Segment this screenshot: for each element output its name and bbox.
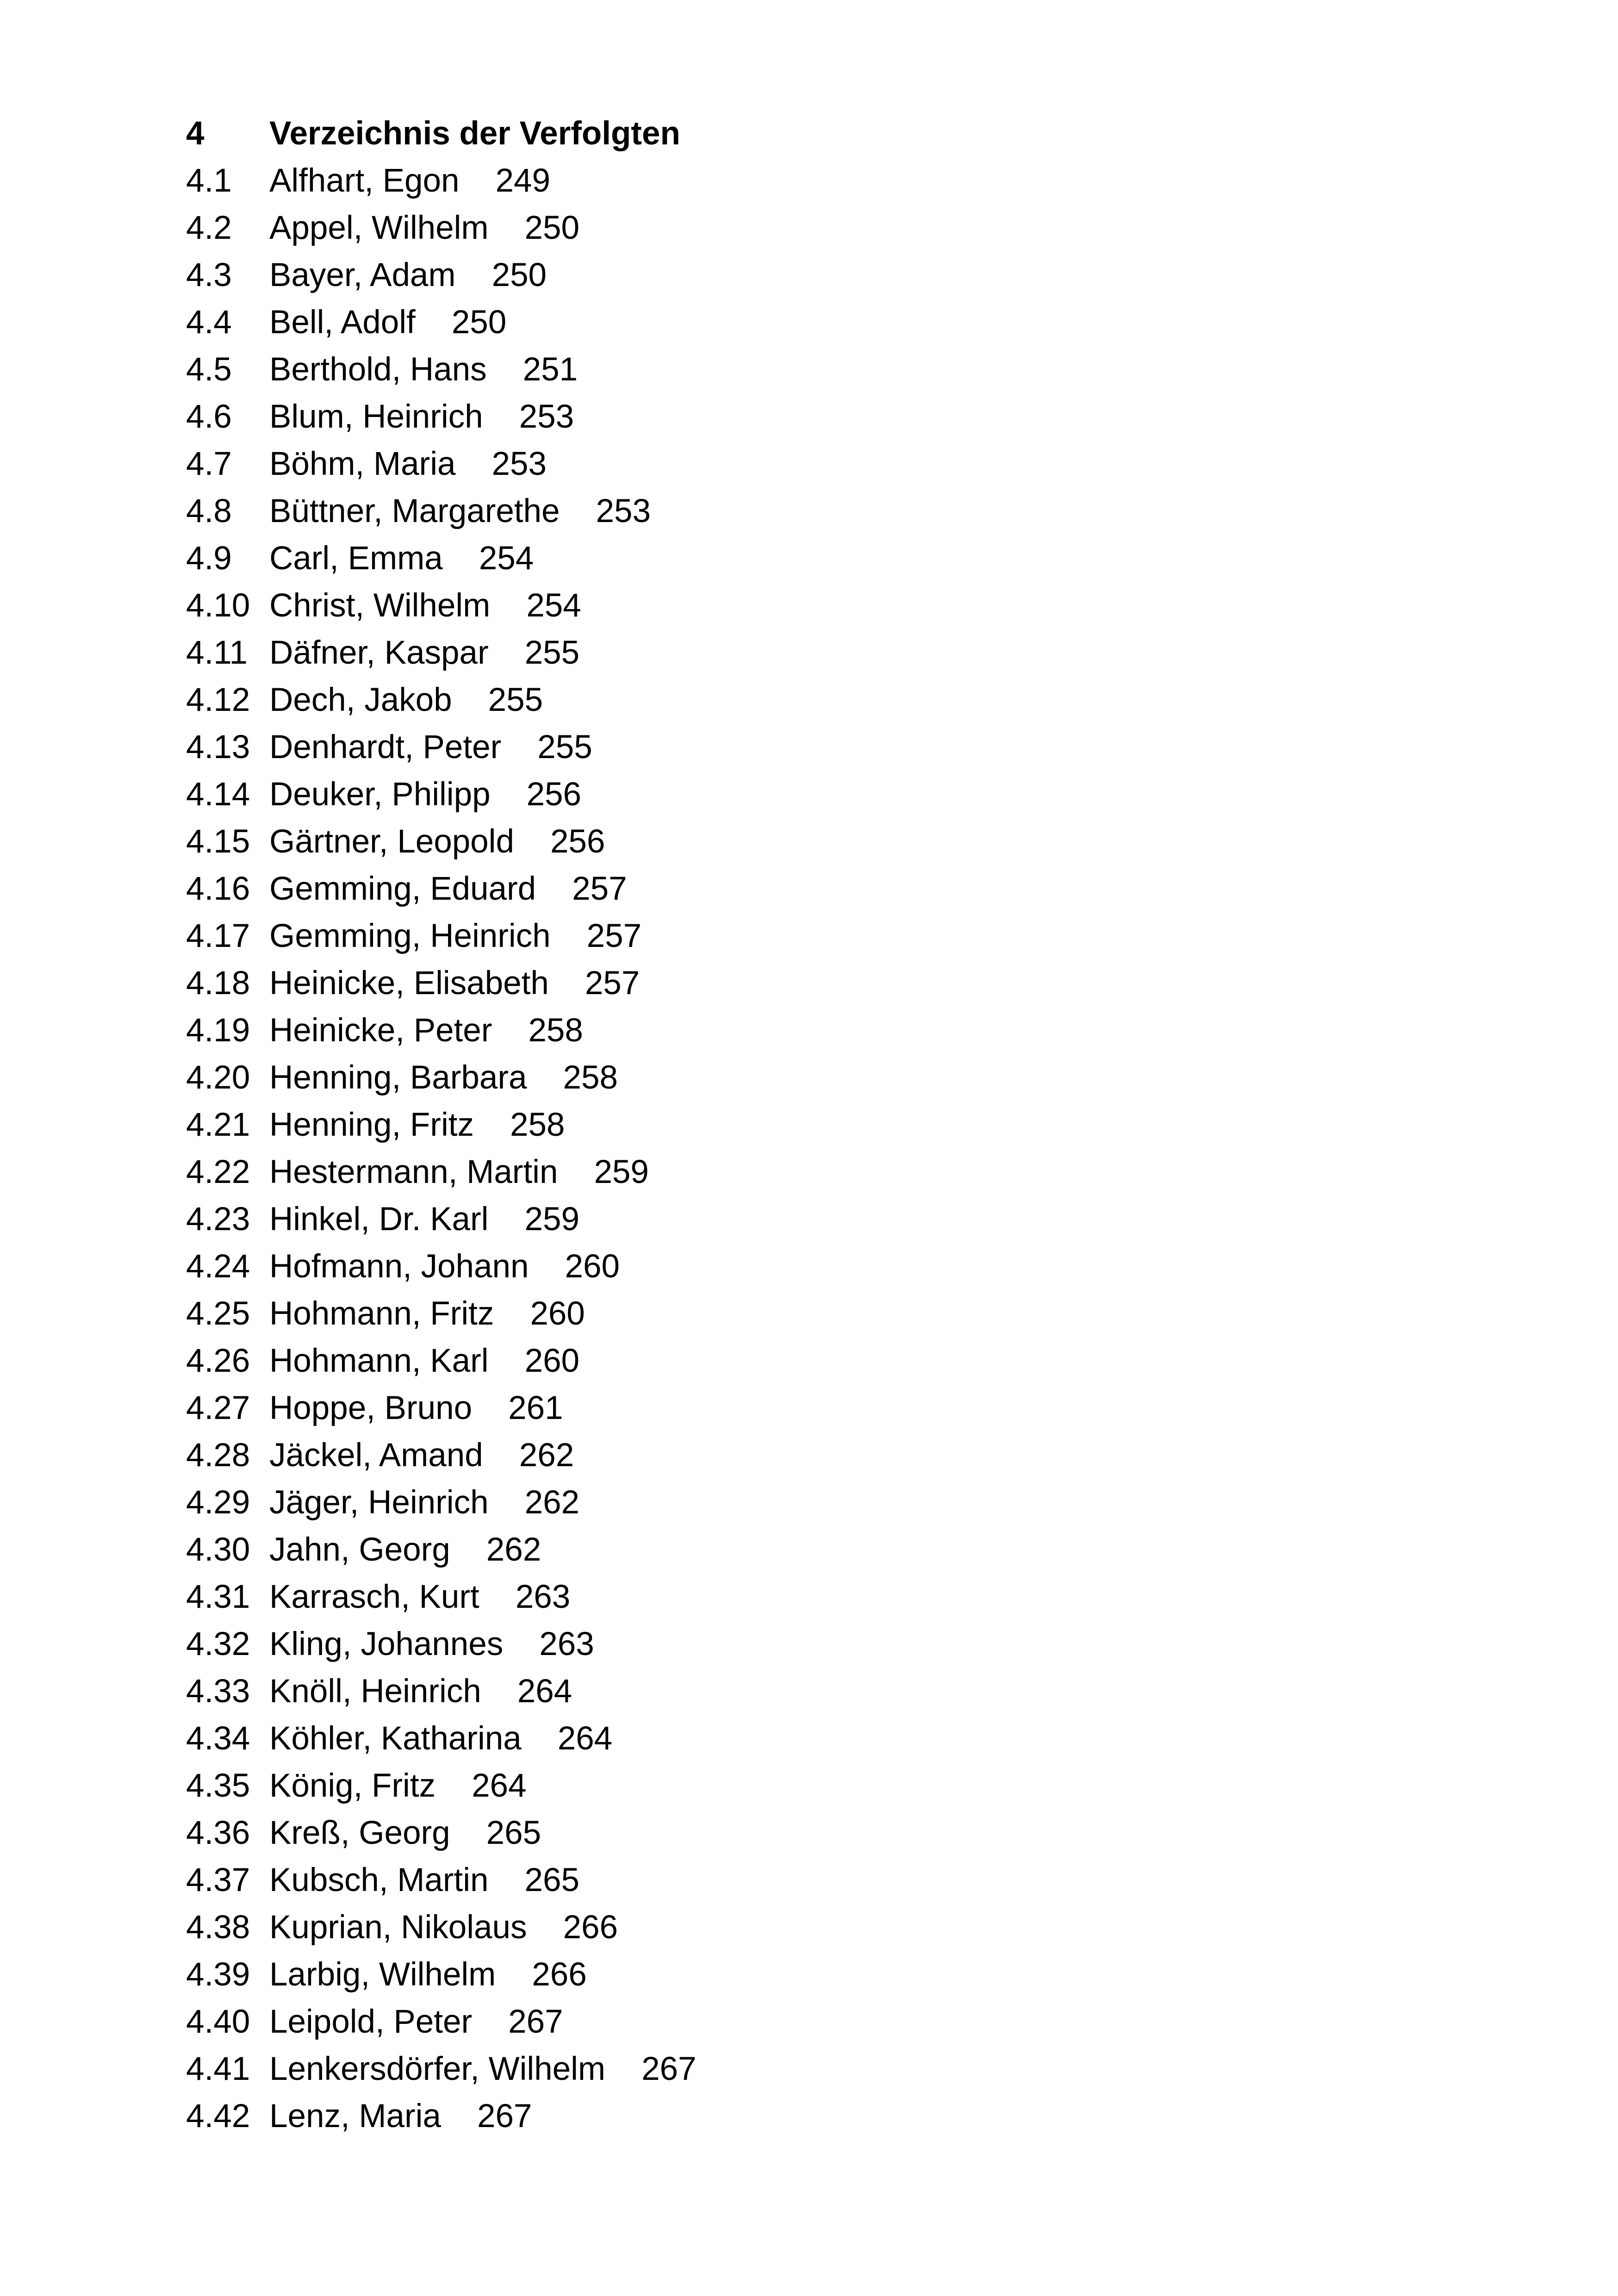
entry-number: 4.19 [186, 1012, 250, 1049]
toc-entry [186, 677, 1297, 724]
entry-name: Deuker, Philipp [269, 776, 491, 813]
toc-entry [186, 1101, 1297, 1149]
entry-page-number: 266 [532, 1956, 587, 1993]
entry-list [186, 157, 1297, 2140]
entry-page-number: 264 [517, 1673, 573, 1710]
entry-page-number: 260 [524, 1343, 580, 1379]
entry-page-number: 264 [472, 1767, 527, 1804]
toc-entry [186, 299, 1297, 346]
entry-number: 4.33 [186, 1673, 250, 1710]
entry-name: Hinkel, Dr. Karl [269, 1201, 489, 1238]
entry-number: 4.34 [186, 1720, 250, 1757]
entry-name: Bayer, Adam [269, 257, 456, 293]
entry-number: 4.22 [186, 1154, 250, 1190]
entry-page-number: 266 [563, 1909, 618, 1946]
section-heading [186, 110, 1297, 157]
entry-page-number: 258 [510, 1107, 565, 1143]
toc-entry [186, 1904, 1297, 1951]
entry-page-number: 257 [585, 965, 640, 1002]
entry-page-number: 249 [495, 162, 550, 199]
toc-entry [186, 724, 1297, 771]
entry-page-number: 258 [563, 1059, 618, 1096]
entry-page-number: 250 [524, 210, 579, 246]
table-of-contents [186, 110, 1297, 2140]
toc-entry [186, 1007, 1297, 1054]
entry-name: Hoppe, Bruno [269, 1390, 473, 1426]
entry-page-number: 254 [526, 587, 581, 624]
toc-entry [186, 1432, 1297, 1479]
entry-number: 4.35 [186, 1767, 250, 1804]
entry-number: 4.17 [186, 918, 250, 954]
entry-number: 4.25 [186, 1295, 250, 1332]
entry-number: 4.40 [186, 2004, 250, 2040]
entry-name: Büttner, Margarethe [269, 493, 560, 529]
entry-number: 4.10 [186, 587, 250, 624]
toc-entry [186, 488, 1297, 535]
toc-entry [186, 1338, 1297, 1385]
entry-number: 4.26 [186, 1343, 250, 1379]
entry-number: 4.27 [186, 1390, 250, 1426]
entry-number: 4.29 [186, 1484, 250, 1521]
toc-entry [186, 1951, 1297, 1998]
entry-name: Larbig, Wilhelm [269, 1956, 496, 1993]
toc-entry [186, 1054, 1297, 1101]
entry-name: Böhm, Maria [269, 446, 456, 482]
entry-page-number: 253 [492, 446, 547, 482]
entry-number: 4.30 [186, 1531, 250, 1568]
entry-page-number: 250 [451, 304, 507, 341]
entry-name: Hofmann, Johann [269, 1248, 529, 1285]
entry-number: 4.20 [186, 1059, 250, 1096]
entry-number: 4.12 [186, 682, 250, 718]
entry-page-number: 267 [641, 2051, 697, 2087]
toc-entry [186, 157, 1297, 205]
entry-name: Christ, Wilhelm [269, 587, 491, 624]
entry-number: 4.31 [186, 1579, 250, 1615]
entry-name: Kubsch, Martin [269, 1862, 489, 1898]
entry-page-number: 251 [523, 351, 578, 388]
entry-name: Kling, Johannes [269, 1626, 504, 1662]
entry-page-number: 262 [519, 1437, 574, 1474]
entry-name: Jäger, Heinrich [269, 1484, 489, 1521]
toc-entry [186, 1621, 1297, 1668]
entry-number: 4.14 [186, 776, 250, 813]
entry-number: 4.37 [186, 1862, 250, 1898]
entry-name: Karrasch, Kurt [269, 1579, 479, 1615]
toc-entry [186, 2093, 1297, 2140]
entry-name: Lenkersdörfer, Wilhelm [269, 2051, 606, 2087]
entry-page-number: 262 [524, 1484, 580, 1521]
entry-page-number: 262 [486, 1531, 541, 1568]
toc-entry [186, 346, 1297, 393]
toc-entry [186, 1574, 1297, 1621]
entry-page-number: 256 [526, 776, 582, 813]
toc-entry [186, 1385, 1297, 1432]
entry-page-number: 258 [528, 1012, 583, 1049]
entry-name: Appel, Wilhelm [269, 210, 489, 246]
toc-entry [186, 1810, 1297, 1857]
entry-number: 4.24 [186, 1248, 250, 1285]
entry-number: 4.6 [186, 398, 232, 435]
entry-name: Hestermann, Martin [269, 1154, 558, 1190]
entry-page-number: 259 [524, 1201, 579, 1238]
toc-entry [186, 393, 1297, 441]
entry-page-number: 259 [594, 1154, 649, 1190]
entry-name: Dech, Jakob [269, 682, 452, 718]
entry-page-number: 254 [479, 540, 534, 577]
toc-entry [186, 1243, 1297, 1290]
entry-page-number: 265 [486, 1815, 541, 1851]
entry-number: 4.5 [186, 351, 232, 388]
entry-number: 4.3 [186, 257, 232, 293]
entry-page-number: 265 [524, 1862, 579, 1898]
entry-name: Henning, Barbara [269, 1059, 527, 1096]
entry-number: 4.41 [186, 2051, 250, 2087]
toc-entry [186, 582, 1297, 629]
entry-page-number: 263 [539, 1626, 594, 1662]
toc-entry [186, 913, 1297, 960]
entry-name: Henning, Fritz [269, 1107, 474, 1143]
entry-name: Jäckel, Amand [269, 1437, 483, 1474]
toc-entry [186, 1149, 1297, 1196]
entry-name: Blum, Heinrich [269, 398, 483, 435]
entry-page-number: 255 [537, 729, 592, 765]
toc-entry [186, 1526, 1297, 1574]
entry-name: König, Fritz [269, 1767, 436, 1804]
entry-page-number: 260 [565, 1248, 620, 1285]
entry-name: Köhler, Katharina [269, 1720, 522, 1757]
toc-entry [186, 205, 1297, 252]
entry-number: 4.4 [186, 304, 232, 341]
entry-number: 4.39 [186, 1956, 250, 1993]
entry-number: 4.23 [186, 1201, 250, 1238]
entry-number: 4.28 [186, 1437, 250, 1474]
entry-page-number: 257 [586, 918, 642, 954]
entry-number: 4.38 [186, 1909, 250, 1946]
entry-number: 4.18 [186, 965, 250, 1002]
toc-entry [186, 865, 1297, 913]
entry-name: Lenz, Maria [269, 2098, 441, 2134]
entry-name: Gärtner, Leopold [269, 823, 514, 860]
toc-entry [186, 1290, 1297, 1338]
entry-page-number: 267 [477, 2098, 532, 2134]
entry-name: Heinicke, Peter [269, 1012, 492, 1049]
entry-name: Knöll, Heinrich [269, 1673, 481, 1710]
entry-number: 4.2 [186, 210, 232, 246]
toc-entry [186, 1479, 1297, 1526]
toc-entry [186, 1762, 1297, 1810]
entry-number: 4.21 [186, 1107, 250, 1143]
section-number: 4 [186, 115, 205, 152]
toc-entry [186, 960, 1297, 1007]
entry-page-number: 255 [488, 682, 543, 718]
entry-name: Jahn, Georg [269, 1531, 450, 1568]
entry-name: Hohmann, Karl [269, 1343, 489, 1379]
entry-page-number: 263 [515, 1579, 571, 1615]
entry-name: Leipold, Peter [269, 2004, 473, 2040]
entry-name: Däfner, Kaspar [269, 635, 489, 671]
entry-name: Kreß, Georg [269, 1815, 450, 1851]
toc-entry [186, 252, 1297, 299]
entry-name: Gemming, Eduard [269, 871, 536, 907]
entry-page-number: 253 [519, 398, 574, 435]
toc-entry [186, 629, 1297, 677]
toc-entry [186, 1668, 1297, 1715]
entry-page-number: 255 [524, 635, 580, 671]
entry-page-number: 264 [557, 1720, 613, 1757]
entry-page-number: 260 [530, 1295, 585, 1332]
entry-number: 4.11 [186, 635, 248, 671]
entry-number: 4.8 [186, 493, 232, 529]
entry-number: 4.16 [186, 871, 250, 907]
entry-number: 4.1 [186, 162, 232, 199]
entry-name: Heinicke, Elisabeth [269, 965, 549, 1002]
entry-page-number: 250 [492, 257, 547, 293]
entry-page-number: 257 [572, 871, 627, 907]
entry-name: Kuprian, Nikolaus [269, 1909, 527, 1946]
toc-entry [186, 771, 1297, 818]
toc-entry [186, 1857, 1297, 1904]
entry-number: 4.9 [186, 540, 232, 577]
entry-name: Alfhart, Egon [269, 162, 460, 199]
entry-page-number: 256 [550, 823, 605, 860]
entry-page-number: 261 [508, 1390, 563, 1426]
entry-name: Denhardt, Peter [269, 729, 502, 765]
toc-entry [186, 535, 1297, 582]
entry-page-number: 267 [508, 2004, 563, 2040]
entry-name: Hohmann, Fritz [269, 1295, 494, 1332]
entry-number: 4.42 [186, 2098, 250, 2134]
entry-page-number: 253 [596, 493, 651, 529]
entry-name: Carl, Emma [269, 540, 443, 577]
entry-number: 4.13 [186, 729, 250, 765]
entry-name: Bell, Adolf [269, 304, 416, 341]
entry-number: 4.15 [186, 823, 250, 860]
toc-entry [186, 1998, 1297, 2046]
entry-name: Berthold, Hans [269, 351, 487, 388]
toc-entry [186, 441, 1297, 488]
toc-entry [186, 1715, 1297, 1762]
toc-entry [186, 1196, 1297, 1243]
entry-name: Gemming, Heinrich [269, 918, 551, 954]
toc-entry [186, 818, 1297, 865]
entry-number: 4.7 [186, 446, 232, 482]
toc-entry [186, 2046, 1297, 2093]
entry-number: 4.32 [186, 1626, 250, 1662]
section-title: Verzeichnis der Verfolgten [269, 115, 680, 152]
entry-number: 4.36 [186, 1815, 250, 1851]
